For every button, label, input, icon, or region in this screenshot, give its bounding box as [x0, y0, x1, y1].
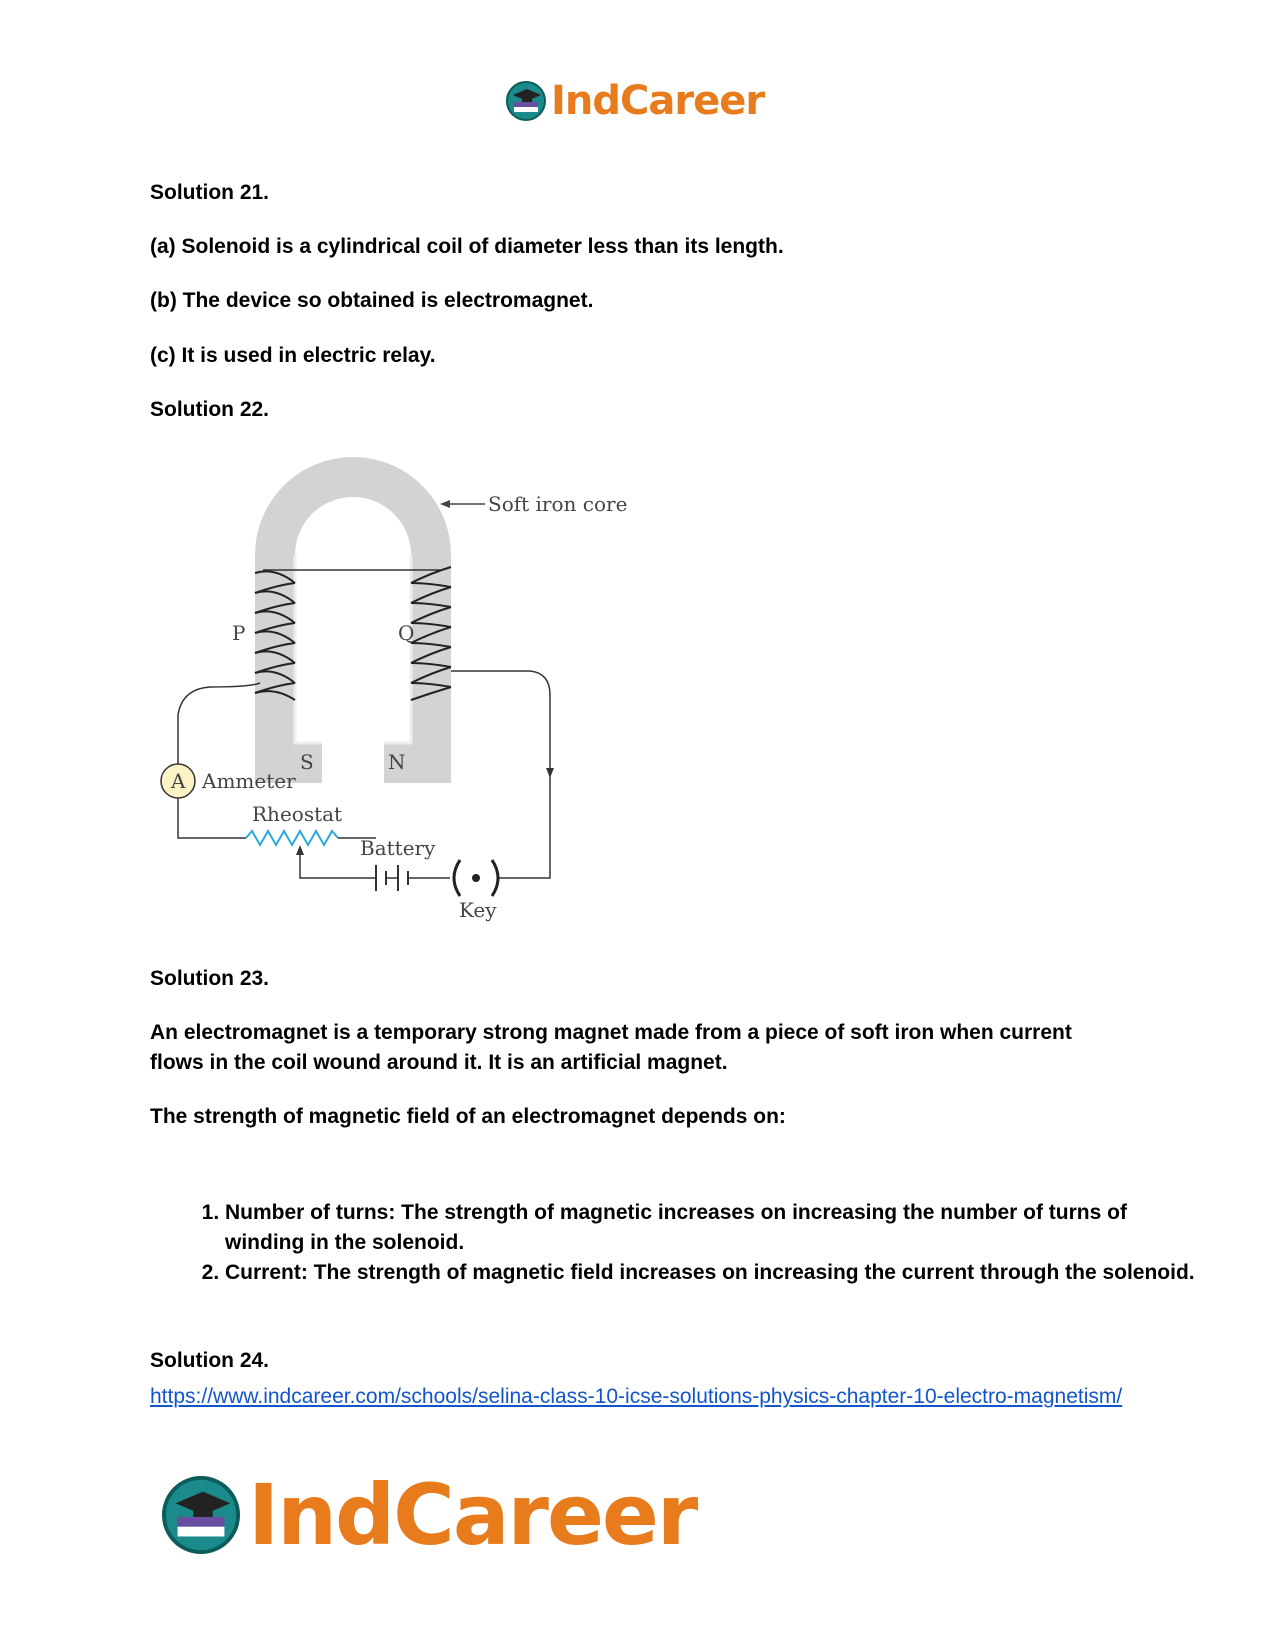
solution-23-depends: The strength of magnetic field of an electromagnet depends on:: [150, 1105, 786, 1128]
wire-left: [178, 683, 260, 775]
coil-p-label: P: [232, 621, 246, 645]
coil-q-label: Q: [398, 621, 415, 645]
solution-24-heading: Solution 24.: [150, 1349, 270, 1372]
graduation-globe-icon: [505, 80, 547, 122]
footer-logo: [160, 1466, 696, 1564]
brand-wordmark: IndCareer: [551, 78, 765, 124]
ammeter-label: Ammeter: [202, 769, 296, 793]
list-item: 1. Number of turns: The strength of magnetic increases on increasing the number of turns of winding in the solenoid.: [225, 1198, 1205, 1258]
rheostat-label: Rheostat: [252, 802, 343, 826]
key-symbol: [472, 874, 480, 882]
solution-21-part-c: (c) It is used in electric relay.: [150, 344, 436, 367]
solution-21-part-b: (b) The device so obtained is electromagnet.: [150, 289, 594, 312]
pole-s-label: S: [300, 750, 314, 774]
solution-22-heading: Solution 22.: [150, 398, 270, 421]
solution-23-heading: Solution 23.: [150, 967, 270, 990]
list-item: 2. Current: The strength of magnetic field increases on increasing the current through the solenoid.: [225, 1258, 1205, 1288]
soft-iron-core: [275, 477, 431, 763]
solution-23-intro: An electromagnet is a temporary strong magnet made from a piece of soft iron when current flows in the coil wound around it. It is an artificial magnet.: [150, 1021, 1072, 1074]
battery-label: Battery: [360, 836, 436, 860]
header-logo: [505, 78, 764, 124]
solution-21-heading: Solution 21.: [150, 181, 270, 204]
core-label: Soft iron core: [488, 492, 628, 516]
rheostat-symbol: [246, 831, 338, 845]
factor-list: [150, 1198, 1205, 1288]
key-label: Key: [459, 898, 497, 922]
graduation-globe-icon: [160, 1474, 242, 1556]
ammeter-letter: A: [171, 769, 186, 793]
brand-wordmark: IndCareer: [248, 1466, 697, 1564]
electromagnet-circuit-diagram: [150, 455, 670, 965]
solution-21-part-a: (a) Solenoid is a cylindrical coil of diameter less than its length.: [150, 235, 784, 258]
pole-n-label: N: [388, 750, 406, 774]
wire-right: [451, 671, 550, 878]
solution-24-link[interactable]: https://www.indcareer.com/schools/selina-class-10-icse-solutions-physics-chapter-10-electro-magnetism/: [150, 1385, 1123, 1408]
